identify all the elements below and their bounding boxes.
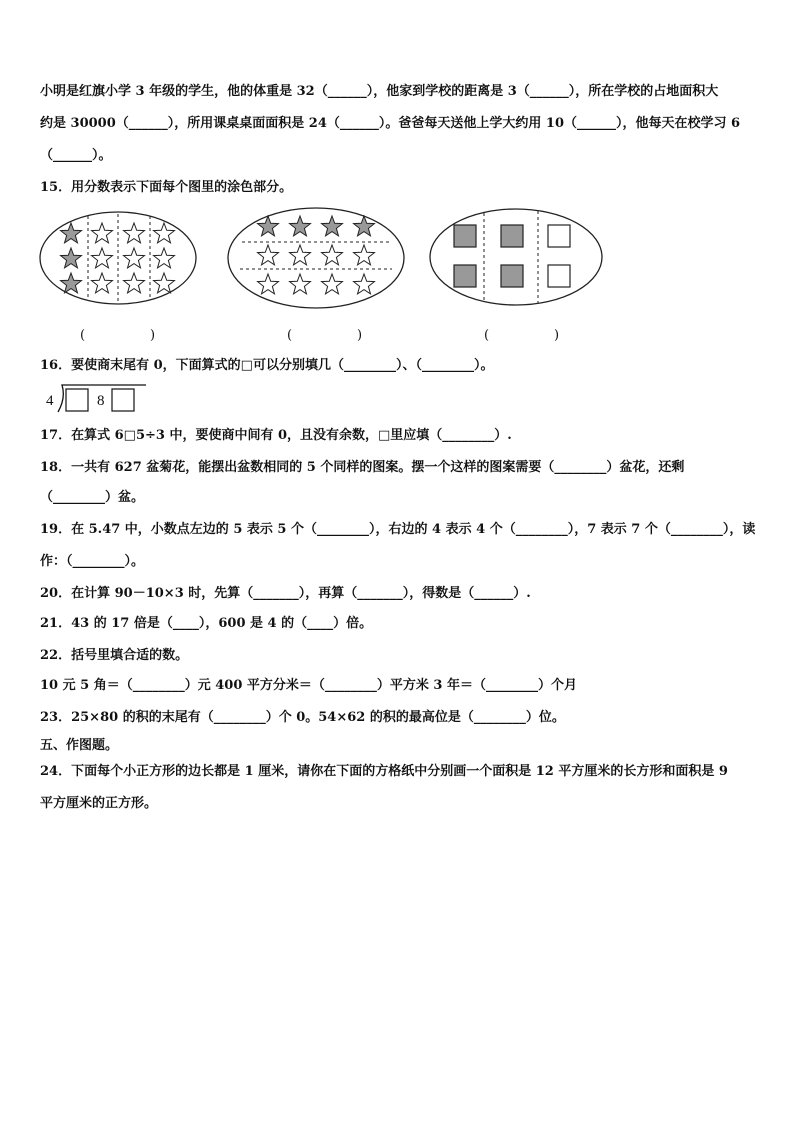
problem-23: 23．25×80 的积的末尾有（________）个 0。54×62 的积的最高位是（________）位。: [40, 710, 565, 725]
problem-22-items: 10 元 5 角＝（________）元 400 平方分米＝（________）平方米 3 年＝（________）个月: [40, 678, 577, 693]
problem-22: 22．括号里填合适的数。: [40, 648, 189, 663]
figure-2-star: [258, 274, 279, 294]
problem-20: 20．在计算 90－10×3 时，先算（_______），再算（_______），得数是（______）.: [40, 586, 531, 601]
problem-15: 15．用分数表示下面每个图里的涂色部分。: [40, 180, 293, 195]
problem-18-line-1: 18．一共有 627 盆菊花，能摆出盆数相同的 5 个同样的图案。摆一个这样的图案需要（________）盆花，还剩: [40, 460, 685, 475]
figure-1-star: [92, 273, 113, 293]
figure-1-answer-open-paren: (: [80, 328, 86, 343]
problem-18-line-2: （________）盆。: [40, 490, 145, 505]
problem-14-line-3: （______）。: [40, 148, 112, 163]
problem-17: 17．在算式 6□5÷3 中，要使商中间有 0，且没有余数，□里应填（________）.: [40, 428, 512, 443]
figure-2-star: [290, 245, 311, 265]
division-digit: 8: [97, 393, 105, 409]
problem-19-line-1: 19．在 5.47 中，小数点左边的 5 表示 5 个（________），右边的 4 表示 4 个（________），7 表示 7 个（________），读: [40, 522, 756, 537]
figure-2-star: [354, 274, 375, 294]
figure-2-star: [290, 216, 311, 236]
figure-3-answer-open-paren: (: [484, 328, 490, 343]
figure-2-star: [354, 245, 375, 265]
problem-24-line-2: 平方厘米的正方形。: [40, 796, 158, 811]
figure-1-star: [61, 248, 82, 268]
problem-19-line-2: 作：（________）。: [40, 554, 145, 569]
section-5-heading: 五、作图题。: [40, 738, 119, 753]
figure-1-star: [92, 223, 113, 243]
figure-1-star: [154, 273, 175, 293]
figure-1-star: [124, 248, 145, 268]
figure-1-star: [61, 223, 82, 243]
figure-3-answer-close-paren: ): [554, 328, 560, 343]
figure-1-star: [92, 248, 113, 268]
figure-1-star: [61, 273, 82, 293]
problem-21: 21．43 的 17 倍是（____），600 是 4 的（____）倍。: [40, 616, 373, 631]
figure-1-oval-stars: [38, 208, 198, 308]
figure-1-star: [124, 223, 145, 243]
problem-24-line-1: 24．下面每个小正方形的边长都是 1 厘米，请你在下面的方格纸中分别画一个面积是 12 平方厘米的长方形和面积是 9: [40, 764, 728, 779]
problem-16: 16．要使商末尾有 0，下面算式的□可以分别填几（________）、（________）。: [40, 358, 494, 373]
figure-2-oval-stars: [226, 205, 406, 311]
figure-2-star: [322, 274, 343, 294]
figure-2-star: [322, 245, 343, 265]
figure-2-star: [258, 245, 279, 265]
figure-2-answer-close-paren: ): [357, 328, 363, 343]
figure-2-star: [322, 216, 343, 236]
problem-14-line-2: 约是 30000（______），所用课桌桌面面积是 24（______）。爸爸每天送他上学大约用 10（______），他每天在校学习 6: [40, 116, 741, 131]
figure-2-star: [290, 274, 311, 294]
figure-1-star: [154, 223, 175, 243]
figure-1-star: [124, 273, 145, 293]
long-division-figure: [40, 382, 150, 416]
division-divisor: 4: [46, 393, 54, 409]
problem-14-line-1: 小明是红旗小学 3 年级的学生，他的体重是 32（______），他家到学校的距离是 3（______），所在学校的占地面积大: [40, 84, 719, 99]
figure-3-oval-squares: [428, 205, 604, 309]
figure-1-star: [154, 248, 175, 268]
figure-2-answer-open-paren: (: [287, 328, 293, 343]
figure-1-answer-close-paren: ): [150, 328, 156, 343]
